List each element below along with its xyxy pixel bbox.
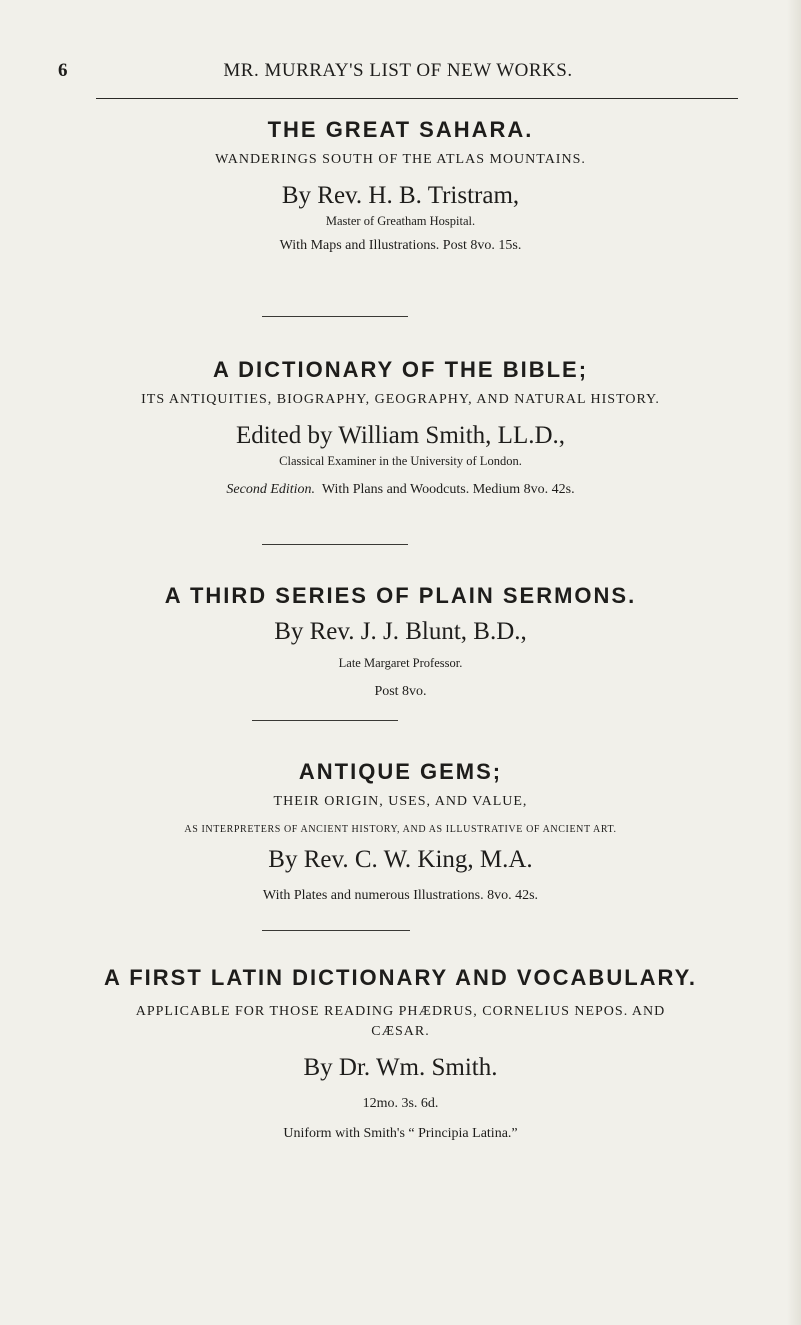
entry-author: By Rev. C. W. King, M.A. bbox=[268, 846, 533, 873]
entry-subtitle: ITS ANTIQUITIES, BIOGRAPHY, GEOGRAPHY, AND NATURAL HISTORY. bbox=[141, 392, 660, 407]
header-rule bbox=[96, 98, 738, 99]
entry-author-role: Late Margaret Professor. bbox=[338, 656, 463, 670]
entry-author: By Dr. Wm. Smith. bbox=[303, 1054, 498, 1081]
entry-edition-line bbox=[40, 480, 761, 500]
entry-plain-sermons bbox=[40, 582, 761, 702]
page-number: 6 bbox=[58, 60, 68, 81]
entry-dictionary-bible bbox=[40, 356, 761, 500]
entry-title: A FIRST LATIN DICTIONARY AND VOCABULARY. bbox=[104, 965, 697, 990]
entry-title: A THIRD SERIES OF PLAIN SERMONS. bbox=[164, 583, 637, 608]
separator-rule bbox=[262, 930, 410, 931]
page-header bbox=[58, 60, 738, 90]
entry-author-role: Master of Greatham Hospital. bbox=[325, 214, 476, 228]
entry-subtitle: WANDERINGS SOUTH OF THE ATLAS MOUNTAINS. bbox=[215, 152, 586, 167]
separator-rule bbox=[262, 544, 408, 545]
entry-details: 12mo. 3s. 6d. bbox=[362, 1096, 439, 1111]
entry-author: By Rev. J. J. Blunt, B.D., bbox=[274, 618, 527, 645]
entry-subtitle-secondary: AS INTERPRETERS OF ANCIENT HISTORY, AND AS ILLUSTRATIVE OF ANCIENT ART. bbox=[184, 824, 617, 835]
entry-author-role: Classical Examiner in the University of London. bbox=[279, 454, 522, 468]
entry-edition: Second Edition. bbox=[226, 482, 316, 497]
entry-subtitle-line2: CÆSAR. bbox=[371, 1024, 430, 1039]
separator-rule bbox=[262, 316, 408, 317]
entry-subtitle: THEIR ORIGIN, USES, AND VALUE, bbox=[273, 794, 528, 809]
entry-note: Uniform with Smith's “ Principia Latina.” bbox=[283, 1126, 518, 1141]
entry-details: With Maps and Illustrations. Post 8vo. 15s. bbox=[279, 238, 522, 253]
entry-author: Edited by William Smith, LL.D., bbox=[235, 422, 566, 449]
entry-great-sahara bbox=[40, 116, 761, 256]
entry-details: With Plans and Woodcuts. Medium 8vo. 42s. bbox=[321, 482, 575, 497]
entry-details: Post 8vo. bbox=[374, 684, 427, 699]
entry-title: A DICTIONARY OF THE BIBLE; bbox=[212, 357, 589, 382]
separator-rule bbox=[252, 720, 398, 721]
entry-title: THE GREAT SAHARA. bbox=[267, 117, 534, 142]
entry-details: With Plates and numerous Illustrations. 8vo. 42s. bbox=[262, 888, 539, 903]
running-head: MR. MURRAY'S LIST OF NEW WORKS. bbox=[223, 60, 573, 81]
entry-title: ANTIQUE GEMS; bbox=[298, 759, 503, 784]
entry-latin-dictionary bbox=[40, 964, 761, 1144]
page-edge-shadow bbox=[787, 0, 801, 1325]
entry-author: By Rev. H. B. Tristram, bbox=[281, 182, 520, 209]
entry-subtitle-line1: APPLICABLE FOR THOSE READING PHÆDRUS, CORNELIUS NEPOS. AND bbox=[135, 1004, 666, 1019]
entry-antique-gems bbox=[40, 758, 761, 906]
